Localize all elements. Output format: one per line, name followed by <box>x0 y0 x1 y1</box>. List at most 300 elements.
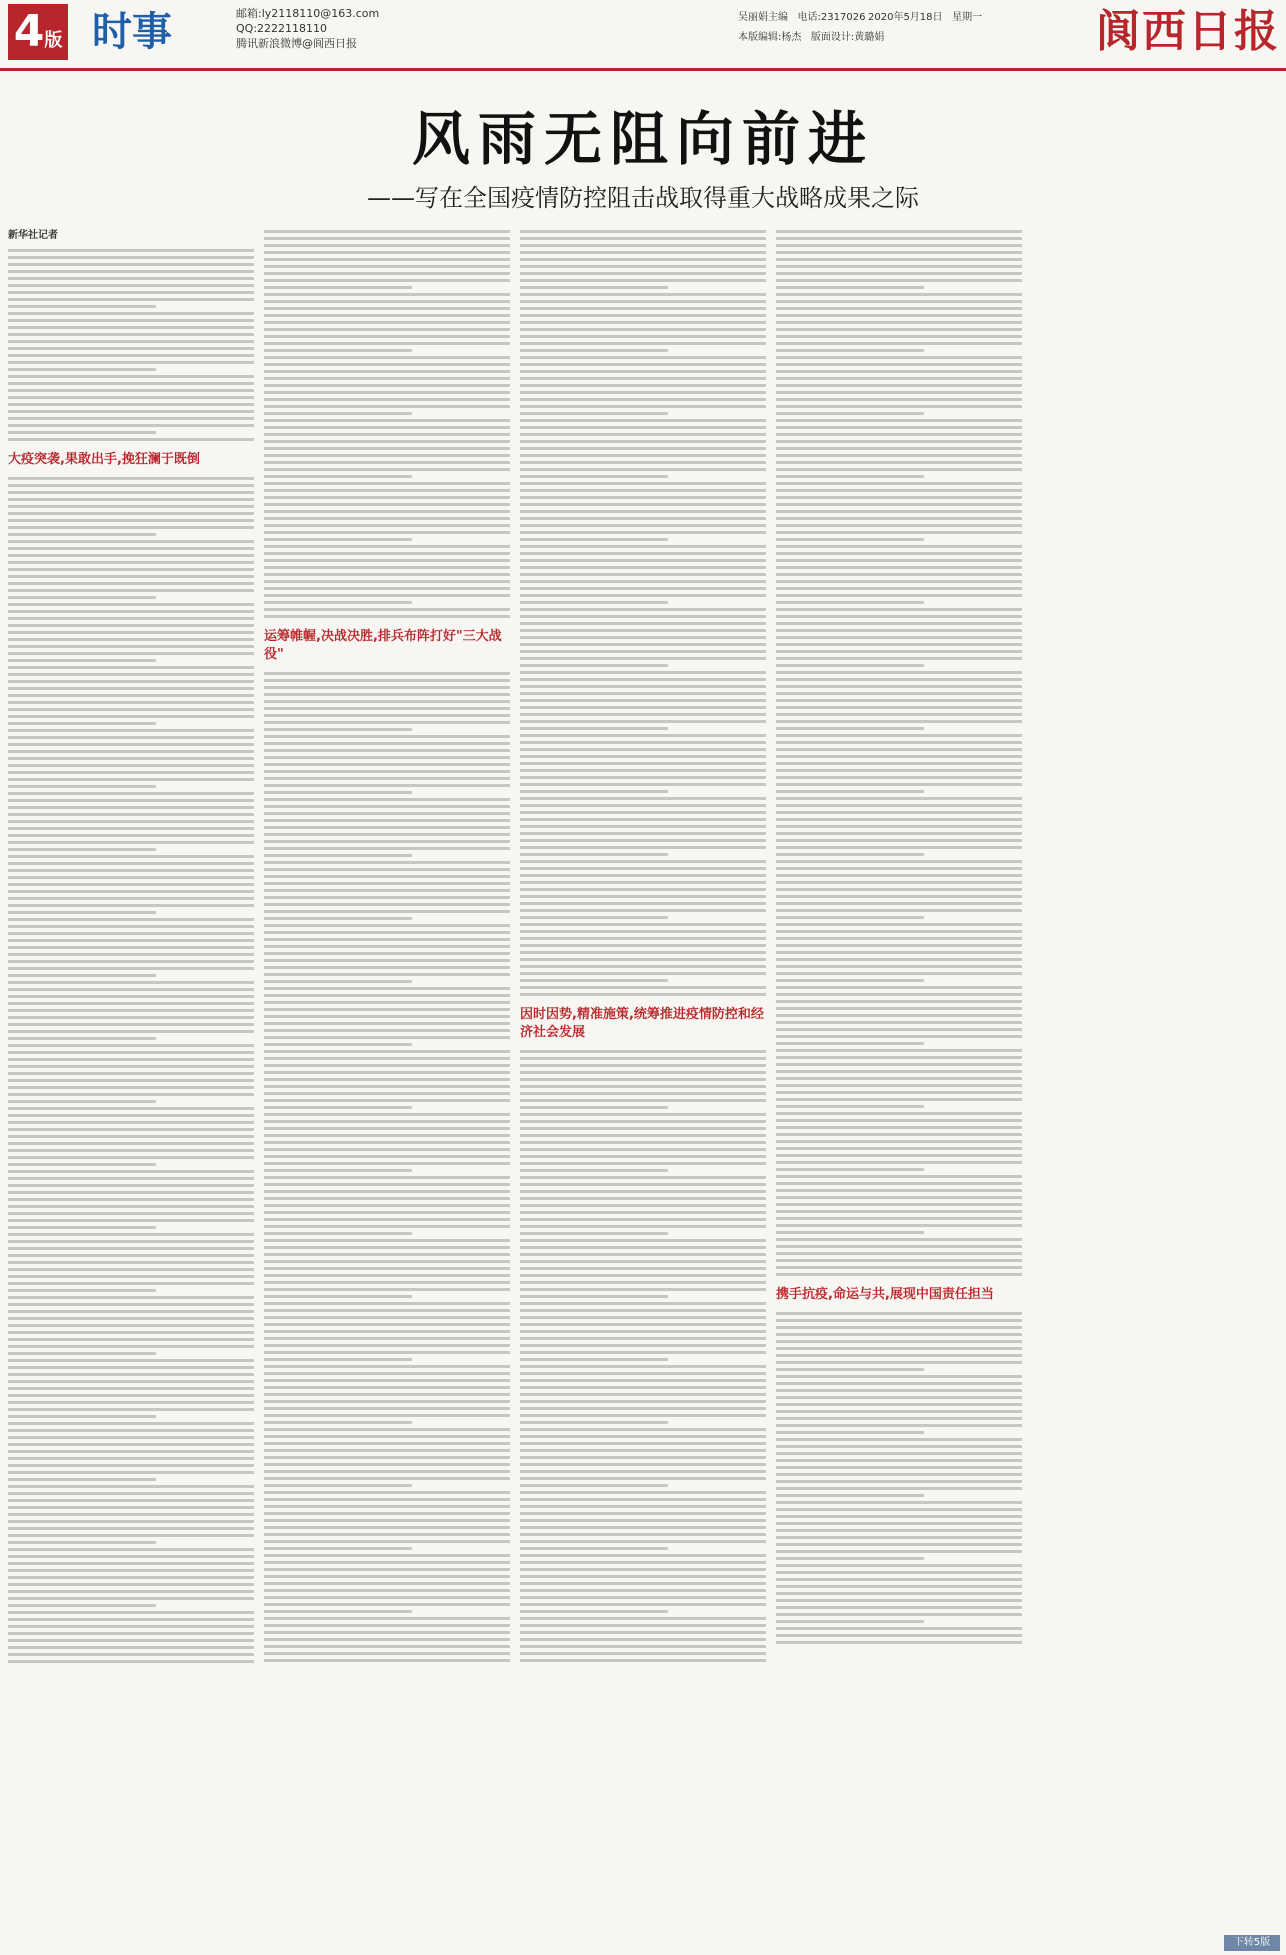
contact-weibo: 腾讯新浪微博@阆西日报 <box>236 37 357 50</box>
text-line <box>520 1162 766 1165</box>
page-number-box <box>8 4 68 60</box>
text-line <box>8 1268 254 1271</box>
text-line <box>520 398 766 401</box>
text-line <box>8 512 254 515</box>
text-line <box>776 1231 924 1234</box>
text-line <box>264 608 510 611</box>
text-line <box>264 419 510 422</box>
text-line <box>776 1070 1022 1073</box>
text-line <box>520 1365 766 1368</box>
text-line <box>8 610 254 613</box>
text-line <box>8 946 254 949</box>
text-line <box>8 484 254 487</box>
text-line <box>264 517 510 520</box>
text-line <box>8 1261 254 1264</box>
text-line <box>264 286 412 289</box>
text-line <box>776 1119 1022 1122</box>
text-line <box>520 370 766 373</box>
text-line <box>264 1148 510 1151</box>
text-line <box>520 902 766 905</box>
text-line <box>8 1534 254 1537</box>
text-line <box>520 377 766 380</box>
text-line <box>776 468 1022 471</box>
text-line <box>8 694 254 697</box>
text-line <box>8 270 254 273</box>
text-line <box>776 993 1022 996</box>
text-line <box>8 1058 254 1061</box>
text-line <box>776 1021 1022 1024</box>
text-line <box>264 1281 510 1284</box>
text-line <box>776 1319 1022 1322</box>
text-line <box>264 461 510 464</box>
text-line <box>264 1015 510 1018</box>
text-line <box>264 1134 510 1137</box>
text-line <box>520 559 766 562</box>
text-line <box>264 1547 412 1550</box>
text-line <box>520 300 766 303</box>
text-line <box>520 1582 766 1585</box>
text-line <box>776 755 1022 758</box>
text-line <box>776 713 1022 716</box>
text-line <box>520 671 766 674</box>
text-line <box>8 904 254 907</box>
text-line <box>264 1064 510 1067</box>
text-line <box>8 1289 156 1292</box>
text-line <box>776 1571 1022 1574</box>
text-line <box>264 433 510 436</box>
text-line <box>776 965 1022 968</box>
text-line <box>264 840 510 843</box>
text-line <box>520 1484 668 1487</box>
text-line <box>776 461 1022 464</box>
text-line <box>8 533 156 536</box>
phone: 电话:2317026 <box>797 12 866 23</box>
text-line <box>776 685 1022 688</box>
text-line <box>8 1443 254 1446</box>
text-line <box>8 1583 254 1586</box>
text-line <box>776 377 1022 380</box>
text-line <box>8 1135 254 1138</box>
text-line <box>8 1366 254 1369</box>
text-line <box>264 826 510 829</box>
text-line <box>520 517 766 520</box>
text-line <box>776 839 1022 842</box>
text-line <box>776 1340 1022 1343</box>
text-line <box>520 1421 668 1424</box>
text-line <box>520 384 766 387</box>
text-line <box>776 300 1022 303</box>
text-line <box>264 475 412 478</box>
text-line <box>264 1085 510 1088</box>
text-line <box>264 412 412 415</box>
text-line <box>8 424 254 427</box>
text-line <box>8 932 254 935</box>
text-line <box>520 867 766 870</box>
text-line <box>264 328 510 331</box>
text-line <box>776 1182 1022 1185</box>
text-line <box>264 1596 510 1599</box>
text-line <box>264 426 510 429</box>
text-line <box>8 1303 254 1306</box>
text-line <box>776 1259 1022 1262</box>
text-line <box>776 1592 1022 1595</box>
text-line <box>8 1499 254 1502</box>
text-line <box>776 1326 1022 1329</box>
text-line <box>520 1659 766 1662</box>
text-line <box>520 958 766 961</box>
text-line <box>520 1183 766 1186</box>
text-line <box>8 312 254 315</box>
text-line <box>264 559 510 562</box>
text-line <box>264 1001 510 1004</box>
text-line <box>520 643 766 646</box>
text-line <box>776 727 924 730</box>
text-line <box>8 785 156 788</box>
text-line <box>264 770 510 773</box>
text-line <box>520 1596 766 1599</box>
text-line <box>776 1501 1022 1504</box>
text-line <box>520 419 766 422</box>
text-line <box>264 700 510 703</box>
text-line <box>8 827 254 830</box>
text-line <box>520 1141 766 1144</box>
text-line <box>776 258 1022 261</box>
text-line <box>520 748 766 751</box>
text-line <box>8 319 254 322</box>
column-3 <box>520 226 766 1666</box>
text-line <box>264 749 510 752</box>
text-line <box>520 741 766 744</box>
text-line <box>520 1225 766 1228</box>
section-heading-3: 因时因势,精准施策,统筹推进疫情防控和经济社会发展 <box>520 1007 764 1040</box>
text-line <box>264 1659 510 1662</box>
text-line <box>8 1170 254 1173</box>
column-2 <box>264 226 510 1666</box>
text-line <box>520 776 766 779</box>
text-line <box>776 1452 1022 1455</box>
text-line <box>520 405 766 408</box>
text-line <box>264 945 510 948</box>
text-line <box>264 1029 510 1032</box>
text-line <box>520 1386 766 1389</box>
text-line <box>264 861 510 864</box>
text-line <box>264 679 510 682</box>
text-line <box>8 806 254 809</box>
text-line <box>8 862 254 865</box>
text-line <box>264 1225 510 1228</box>
text-line <box>520 237 766 240</box>
text-line <box>264 1246 510 1249</box>
text-line <box>776 881 1022 884</box>
text-line <box>520 1638 766 1641</box>
text-line <box>8 1380 254 1383</box>
text-line <box>8 687 254 690</box>
text-line <box>264 1204 510 1207</box>
text-line <box>8 1191 254 1194</box>
text-line <box>520 916 668 919</box>
text-line <box>8 925 254 928</box>
text-line <box>8 939 254 942</box>
text-line <box>264 1365 510 1368</box>
text-line <box>776 1354 1022 1357</box>
text-line <box>264 538 412 541</box>
text-line <box>520 1274 766 1277</box>
text-line <box>8 1247 254 1250</box>
text-line <box>776 370 1022 373</box>
text-line <box>8 1121 254 1124</box>
text-line <box>776 1508 1022 1511</box>
text-line <box>776 398 1022 401</box>
text-line <box>8 645 254 648</box>
text-line <box>520 286 668 289</box>
text-line <box>776 580 1022 583</box>
text-line <box>8 1415 156 1418</box>
text-line <box>264 903 510 906</box>
text-line <box>776 930 1022 933</box>
text-line <box>520 804 766 807</box>
text-line <box>520 692 766 695</box>
text-line <box>264 777 510 780</box>
text-line <box>8 1093 254 1096</box>
text-line <box>776 1389 1022 1392</box>
text-line <box>8 491 254 494</box>
text-line <box>520 1309 766 1312</box>
text-line <box>264 875 510 878</box>
text-line <box>520 1631 766 1634</box>
text-line <box>520 923 766 926</box>
text-line <box>520 1134 766 1137</box>
text-line <box>776 1557 924 1560</box>
text-line <box>264 1162 510 1165</box>
text-line <box>776 923 1022 926</box>
text-line <box>264 601 412 604</box>
text-line <box>8 995 254 998</box>
text-line <box>520 321 766 324</box>
text-line <box>8 1611 254 1614</box>
text-line <box>8 1555 254 1558</box>
text-line <box>8 382 254 385</box>
text-line <box>520 1624 766 1627</box>
text-line <box>776 811 1022 814</box>
text-line <box>8 582 254 585</box>
text-line <box>8 417 254 420</box>
text-line <box>8 354 254 357</box>
text-line <box>264 370 510 373</box>
text-line <box>776 1049 1022 1052</box>
text-line <box>264 791 412 794</box>
text-line <box>264 1449 510 1452</box>
text-line <box>776 1077 1022 1080</box>
text-line <box>520 1302 766 1305</box>
text-line <box>776 825 1022 828</box>
text-line <box>264 1442 510 1445</box>
text-line <box>520 818 766 821</box>
text-line <box>8 1513 254 1516</box>
text-line <box>776 874 1022 877</box>
text-line <box>776 1599 1022 1602</box>
text-line <box>520 650 766 653</box>
text-line <box>520 1393 766 1396</box>
text-line <box>520 356 766 359</box>
text-line <box>776 741 1022 744</box>
text-line <box>264 1645 510 1648</box>
text-line <box>520 1281 766 1284</box>
text-line <box>8 505 254 508</box>
text-line <box>264 342 510 345</box>
text-line <box>520 328 766 331</box>
text-line <box>776 517 1022 520</box>
text-line <box>8 1485 254 1488</box>
text-line <box>776 328 1022 331</box>
text-line <box>520 1260 766 1263</box>
text-line <box>776 552 1022 555</box>
text-line <box>264 938 510 941</box>
text-line <box>520 1435 766 1438</box>
text-line <box>520 755 766 758</box>
text-line <box>776 692 1022 695</box>
text-line <box>8 764 254 767</box>
text-line <box>8 1590 254 1593</box>
subheadline: ——写在全国疫情防控阻击战取得重大战略成果之际 <box>367 184 919 212</box>
text-line <box>520 965 766 968</box>
text-line <box>8 256 254 259</box>
text-line <box>8 1562 254 1565</box>
text-line <box>520 762 766 765</box>
text-line <box>776 279 1022 282</box>
text-line <box>8 715 254 718</box>
text-line <box>520 699 766 702</box>
text-line <box>264 1008 510 1011</box>
text-line <box>776 1189 1022 1192</box>
text-line <box>520 622 766 625</box>
text-line <box>520 783 766 786</box>
text-line <box>776 748 1022 751</box>
text-line <box>776 818 1022 821</box>
text-line <box>520 1218 766 1221</box>
text-line <box>264 1358 412 1361</box>
text-line <box>264 1022 510 1025</box>
text-line <box>8 603 254 606</box>
text-line <box>8 1436 254 1439</box>
text-line <box>776 475 924 478</box>
text-line <box>8 988 254 991</box>
text-line <box>520 1246 766 1249</box>
text-line <box>8 1177 254 1180</box>
text-line <box>264 931 510 934</box>
text-line <box>776 538 924 541</box>
text-line <box>776 608 1022 611</box>
text-line <box>8 750 254 753</box>
text-line <box>264 1435 510 1438</box>
text-line <box>776 230 1022 233</box>
text-line <box>520 832 766 835</box>
body-text <box>520 230 766 996</box>
text-line <box>520 706 766 709</box>
text-line <box>264 580 510 583</box>
byline: 新华社记者 <box>8 230 58 241</box>
text-line <box>520 769 766 772</box>
text-line <box>264 335 510 338</box>
text-line <box>8 673 254 676</box>
text-line <box>520 230 766 233</box>
text-line <box>8 568 254 571</box>
text-line <box>520 244 766 247</box>
text-line <box>520 1428 766 1431</box>
text-line <box>264 489 510 492</box>
text-line <box>264 1526 510 1529</box>
text-line <box>264 1288 510 1291</box>
text-line <box>520 538 668 541</box>
text-line <box>264 258 510 261</box>
text-line <box>264 279 510 282</box>
text-line <box>776 860 1022 863</box>
text-line <box>776 482 1022 485</box>
text-line <box>520 251 766 254</box>
text-line <box>8 1275 254 1278</box>
text-line <box>520 1106 668 1109</box>
text-line <box>8 1408 254 1411</box>
text-line <box>8 841 254 844</box>
text-line <box>520 1456 766 1459</box>
text-line <box>520 503 766 506</box>
text-line <box>776 286 924 289</box>
text-line <box>520 881 766 884</box>
text-line <box>264 1239 510 1242</box>
text-line <box>264 1078 510 1081</box>
text-line <box>8 974 156 977</box>
text-line <box>520 1561 766 1564</box>
text-line <box>8 526 254 529</box>
text-line <box>520 1645 766 1648</box>
text-line <box>776 1487 1022 1490</box>
text-line <box>264 1036 510 1039</box>
text-line <box>776 307 1022 310</box>
text-line <box>776 559 1022 562</box>
text-line <box>8 799 254 802</box>
text-line <box>264 272 510 275</box>
text-line <box>264 440 510 443</box>
text-line <box>264 321 510 324</box>
text-line <box>520 349 668 352</box>
text-line <box>776 1224 1022 1227</box>
text-line <box>8 981 254 984</box>
text-line <box>8 652 254 655</box>
text-line <box>264 735 510 738</box>
text-line <box>520 482 766 485</box>
text-line <box>264 1554 510 1557</box>
text-line <box>520 986 766 989</box>
text-line <box>264 377 510 380</box>
text-line <box>264 496 510 499</box>
text-line <box>264 615 510 618</box>
body-text <box>8 477 254 1663</box>
text-line <box>8 1296 254 1299</box>
text-line <box>520 1379 766 1382</box>
text-line <box>8 701 254 704</box>
text-line <box>776 762 1022 765</box>
text-line <box>8 820 254 823</box>
text-line <box>264 1274 510 1277</box>
section-heading-1: 大疫突袭,果敢出手,挽狂澜于既倒 <box>8 452 200 467</box>
text-line <box>264 566 510 569</box>
text-line <box>776 419 1022 422</box>
text-line <box>776 1410 1022 1413</box>
text-line <box>520 552 766 555</box>
body-text <box>264 672 510 1662</box>
text-line <box>8 263 254 266</box>
text-line <box>520 1575 766 1578</box>
text-line <box>8 1324 254 1327</box>
